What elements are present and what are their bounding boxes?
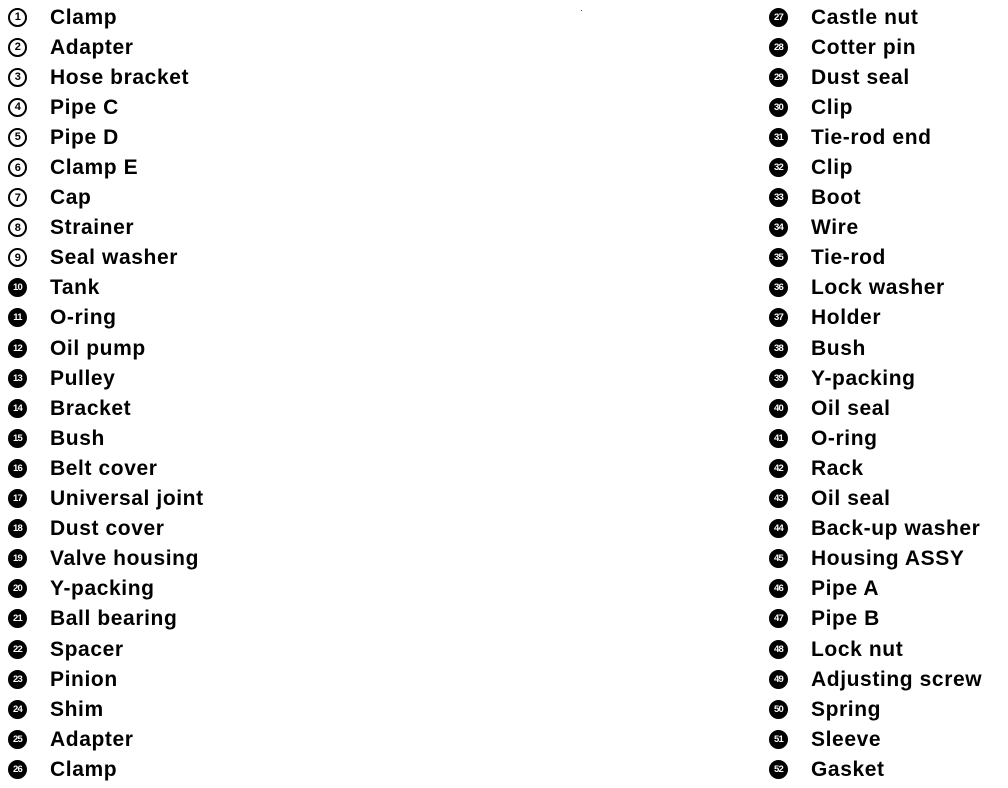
- part-number-badge: 27: [769, 8, 788, 27]
- part-number-badge: 33: [769, 188, 788, 207]
- part-list-item: [8, 213, 204, 243]
- part-number-badge: 14: [8, 399, 27, 418]
- part-number-badge: 32: [769, 158, 788, 177]
- part-name: Tie-rod: [811, 246, 886, 270]
- part-list-item: [8, 544, 204, 574]
- part-number-badge: 21: [8, 609, 27, 628]
- part-list-item: [8, 303, 204, 333]
- part-number-badge: 42: [769, 459, 788, 478]
- part-number-badge: 9: [8, 248, 27, 267]
- part-name: Oil seal: [811, 487, 891, 511]
- part-list-item: [769, 243, 982, 273]
- part-number-badge: 36: [769, 278, 788, 297]
- part-list-item: [769, 544, 982, 574]
- part-number-badge: 8: [8, 218, 27, 237]
- part-name: Oil pump: [50, 336, 146, 360]
- part-number-badge: 45: [769, 549, 788, 568]
- part-name: Back-up washer: [811, 517, 981, 541]
- part-name: Bracket: [50, 396, 132, 420]
- part-list-item: [8, 604, 204, 634]
- part-name: Wire: [811, 216, 859, 240]
- part-number-badge: 17: [8, 489, 27, 508]
- part-name: Hose bracket: [50, 65, 190, 89]
- part-list-item: [769, 393, 982, 423]
- part-name: Dust cover: [50, 517, 165, 541]
- part-number-badge: 12: [8, 339, 27, 358]
- part-name: Cap: [50, 186, 92, 210]
- part-list-item: [769, 694, 982, 724]
- part-name: Clamp E: [50, 156, 139, 180]
- part-list-item: [769, 2, 982, 32]
- part-name: Pipe D: [50, 125, 119, 149]
- part-number-badge: 31: [769, 128, 788, 147]
- part-name: Dust seal: [811, 65, 910, 89]
- part-name: Ball bearing: [50, 607, 178, 631]
- part-number-badge: 18: [8, 519, 27, 538]
- part-list-item: [769, 604, 982, 634]
- part-number-badge: 49: [769, 670, 788, 689]
- part-list-item: [8, 122, 204, 152]
- part-list-item: [769, 634, 982, 664]
- part-list-item: [769, 664, 982, 694]
- part-name: Clip: [811, 95, 854, 119]
- part-number-badge: 2: [8, 38, 27, 57]
- part-number-badge: 22: [8, 640, 27, 659]
- part-list-item: [8, 754, 204, 784]
- part-list-item: [8, 393, 204, 423]
- part-name: Clamp: [50, 757, 118, 781]
- part-number-badge: 29: [769, 68, 788, 87]
- part-name: Rack: [811, 456, 864, 480]
- part-number-badge: 13: [8, 369, 27, 388]
- part-list-item: [8, 333, 204, 363]
- part-name: Spacer: [50, 637, 124, 661]
- part-number-badge: 34: [769, 218, 788, 237]
- part-name: Lock washer: [811, 276, 945, 300]
- part-list-item: [769, 754, 982, 784]
- part-number-badge: 40: [769, 399, 788, 418]
- part-name: Y-packing: [50, 577, 155, 601]
- part-list-item: [769, 62, 982, 92]
- part-name: Adapter: [50, 727, 134, 751]
- part-list-item: [8, 363, 204, 393]
- part-name: Adapter: [50, 35, 134, 59]
- part-name: Pipe C: [50, 95, 119, 119]
- part-list-item: [769, 333, 982, 363]
- part-list-item: [769, 183, 982, 213]
- part-number-badge: 26: [8, 760, 27, 779]
- part-list-item: [769, 273, 982, 303]
- parts-list-right-column: [769, 2, 982, 784]
- part-number-badge: 10: [8, 278, 27, 297]
- part-name: Bush: [811, 336, 866, 360]
- part-list-item: [769, 213, 982, 243]
- part-number-badge: 7: [8, 188, 27, 207]
- part-number-badge: 39: [769, 369, 788, 388]
- part-list-item: [769, 152, 982, 182]
- part-list-item: [8, 514, 204, 544]
- part-name: Boot: [811, 186, 862, 210]
- part-number-badge: 48: [769, 640, 788, 659]
- part-name: Sleeve: [811, 727, 882, 751]
- part-number-badge: 35: [769, 248, 788, 267]
- part-list-item: [8, 32, 204, 62]
- part-list-item: [8, 2, 204, 32]
- part-list-item: [8, 634, 204, 664]
- part-name: Cotter pin: [811, 35, 917, 59]
- part-number-badge: 16: [8, 459, 27, 478]
- part-number-badge: 19: [8, 549, 27, 568]
- part-list-item: [769, 32, 982, 62]
- part-list-item: [769, 724, 982, 754]
- part-list-item: [769, 453, 982, 483]
- part-number-badge: 11: [8, 308, 27, 327]
- part-name: Tank: [50, 276, 100, 300]
- part-name: Bush: [50, 426, 105, 450]
- part-list-item: [8, 183, 204, 213]
- part-number-badge: 47: [769, 609, 788, 628]
- part-name: Pinion: [50, 667, 118, 691]
- part-list-item: [8, 574, 204, 604]
- part-number-badge: 24: [8, 700, 27, 719]
- part-number-badge: 23: [8, 670, 27, 689]
- part-name: Lock nut: [811, 637, 904, 661]
- parts-list-left-column: [8, 2, 204, 784]
- part-name: Y-packing: [811, 366, 916, 390]
- part-list-item: [8, 664, 204, 694]
- part-list-item: [769, 363, 982, 393]
- part-name: Seal washer: [50, 246, 179, 270]
- part-list-item: [8, 152, 204, 182]
- part-list-item: [8, 724, 204, 754]
- part-number-badge: 37: [769, 308, 788, 327]
- part-list-item: [8, 453, 204, 483]
- scan-speck: [581, 10, 582, 11]
- part-number-badge: 52: [769, 760, 788, 779]
- part-name: Housing ASSY: [811, 547, 965, 571]
- part-name: Adjusting screw: [811, 667, 983, 691]
- part-name: Valve housing: [50, 547, 200, 571]
- part-list-item: [769, 574, 982, 604]
- part-name: Pipe A: [811, 577, 880, 601]
- part-number-badge: 1: [8, 8, 27, 27]
- part-list-item: [8, 92, 204, 122]
- part-name: Clamp: [50, 5, 118, 29]
- part-list-item: [769, 303, 982, 333]
- part-list-item: [8, 694, 204, 724]
- part-list-item: [769, 92, 982, 122]
- part-name: Holder: [811, 306, 882, 330]
- part-name: Oil seal: [811, 396, 891, 420]
- part-name: Pulley: [50, 366, 116, 390]
- part-number-badge: 41: [769, 429, 788, 448]
- part-name: Clip: [811, 156, 854, 180]
- part-name: Universal joint: [50, 487, 204, 511]
- part-list-item: [8, 273, 204, 303]
- part-name: Shim: [50, 697, 104, 721]
- part-number-badge: 44: [769, 519, 788, 538]
- part-number-badge: 4: [8, 98, 27, 117]
- part-number-badge: 6: [8, 158, 27, 177]
- part-list-item: [8, 62, 204, 92]
- part-name: Spring: [811, 697, 882, 721]
- part-number-badge: 20: [8, 579, 27, 598]
- part-number-badge: 15: [8, 429, 27, 448]
- part-list-item: [8, 423, 204, 453]
- part-number-badge: 25: [8, 730, 27, 749]
- part-name: Castle nut: [811, 5, 919, 29]
- part-name: O-ring: [811, 426, 878, 450]
- part-number-badge: 30: [769, 98, 788, 117]
- part-list-item: [769, 514, 982, 544]
- part-list-item: [8, 484, 204, 514]
- part-name: Belt cover: [50, 456, 158, 480]
- part-name: Strainer: [50, 216, 135, 240]
- part-name: Pipe B: [811, 607, 880, 631]
- part-number-badge: 43: [769, 489, 788, 508]
- part-number-badge: 51: [769, 730, 788, 749]
- part-number-badge: 46: [769, 579, 788, 598]
- part-number-badge: 38: [769, 339, 788, 358]
- part-name: Tie-rod end: [811, 125, 932, 149]
- part-list-item: [769, 484, 982, 514]
- part-number-badge: 28: [769, 38, 788, 57]
- part-number-badge: 3: [8, 68, 27, 87]
- part-list-item: [8, 243, 204, 273]
- part-number-badge: 5: [8, 128, 27, 147]
- part-name: O-ring: [50, 306, 117, 330]
- part-name: Gasket: [811, 757, 885, 781]
- part-list-item: [769, 423, 982, 453]
- part-number-badge: 50: [769, 700, 788, 719]
- part-list-item: [769, 122, 982, 152]
